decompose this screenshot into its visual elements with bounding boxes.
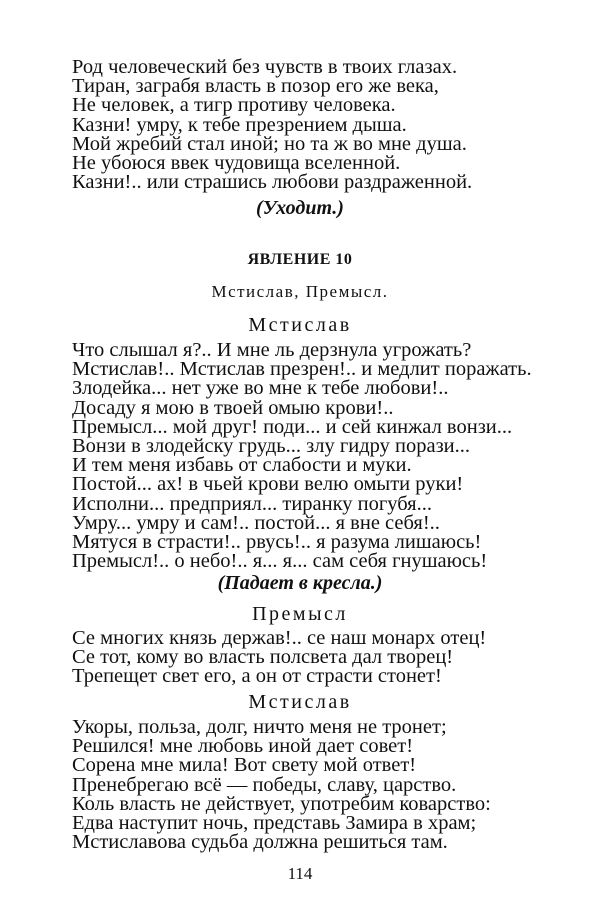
speaker-name: Мстислав (248, 691, 352, 713)
verse-line: Мятуся в страсти!.. рвусь!.. я разума лишаюсь! (72, 530, 482, 553)
verse-line: Тиран, заграбя власть в позор его же века, (72, 75, 439, 98)
verse-line: Досаду я мою в твоей омыю крови!.. (72, 396, 394, 419)
verse-line: Се многих князь держав!.. се наш монарх отец! (72, 627, 487, 649)
verse-line: Умру... умру и сам!.. постой... я вне себя!.. (72, 511, 440, 534)
verse-line: Се тот, кому во власть полсвета дал творец! (72, 646, 454, 669)
exit-stage-direction: (Уходит.) (256, 197, 344, 219)
verse-line: Трепещет свет его, а он от страсти стонет! (72, 665, 442, 688)
verse-line: И тем меня избавь от слабости и муки. (72, 454, 412, 477)
verse-line: Решился! мне любовь иной дает совет! (72, 735, 414, 758)
verse-line: Мстислав!.. Мстислав презрен!.. и медлит поражать. (72, 358, 532, 381)
verse-line: Укоры, польза, долг, ничто меня не тронет; (72, 716, 447, 738)
verse-line: Вонзи в злодейску грудь... злу гидру порази... (72, 434, 471, 457)
speech-premysl (72, 629, 532, 687)
speaker-name: Мстислав (248, 314, 352, 336)
scene-cast: Мстислав, Премысл. (211, 282, 389, 301)
verse-line: Коль власть не действует, употребим коварство: (72, 792, 491, 815)
scene-heading: ЯВЛЕНИЕ 10 (247, 251, 353, 268)
verse-line: Исполни... предприял... тиранку погубя... (72, 492, 432, 515)
verse-line: Сорена мне мила! Вот свету мой ответ! (72, 754, 417, 777)
verse-line: Не убоюся ввек чудовища вселенной. (72, 151, 401, 174)
verse-line: Мой жребий стал иной; но та ж во мне душа. (72, 132, 467, 155)
verse-line: Казни!.. или страшись любови раздраженной. (72, 171, 473, 194)
verse-line: Едва наступит ночь, представь Замира в храм; (72, 811, 477, 834)
verse-line: Мстиславова судьба должна решиться там. (72, 831, 448, 854)
verse-line: Премысл... мой друг! поди... и сей кинжал вонзи... (72, 415, 513, 438)
verse-line: Род человеческий без чувств в твоих глазах. (72, 56, 458, 78)
verse-line: Пренебрегаю всё — победы, славу, царство. (72, 773, 457, 796)
verse-line: Казни! умру, к тебе презрением дыша. (72, 113, 407, 136)
verse-line: Премысл!.. о небо!.. я... я... сам себя гнушаюсь! (72, 550, 488, 573)
verse-line: Что слышал я?.. И мне ль дерзнула угрожать? (72, 339, 472, 361)
page-number: 114 (287, 864, 313, 883)
opening-verse (72, 58, 532, 192)
verse-line: Злодейка... нет уже во мне к тебе любови!.. (72, 377, 449, 400)
speech-mstislav-2 (72, 718, 532, 852)
speech-mstislav-1 (72, 341, 532, 571)
verse-line: Постой... ах! в чьей крови велю омыти руки! (72, 473, 464, 496)
verse-line: Не человек, а тигр противу человека. (72, 94, 396, 117)
speaker-name: Премысл (252, 603, 348, 625)
falls-stage-direction: (Падает в кресла.) (217, 572, 383, 594)
